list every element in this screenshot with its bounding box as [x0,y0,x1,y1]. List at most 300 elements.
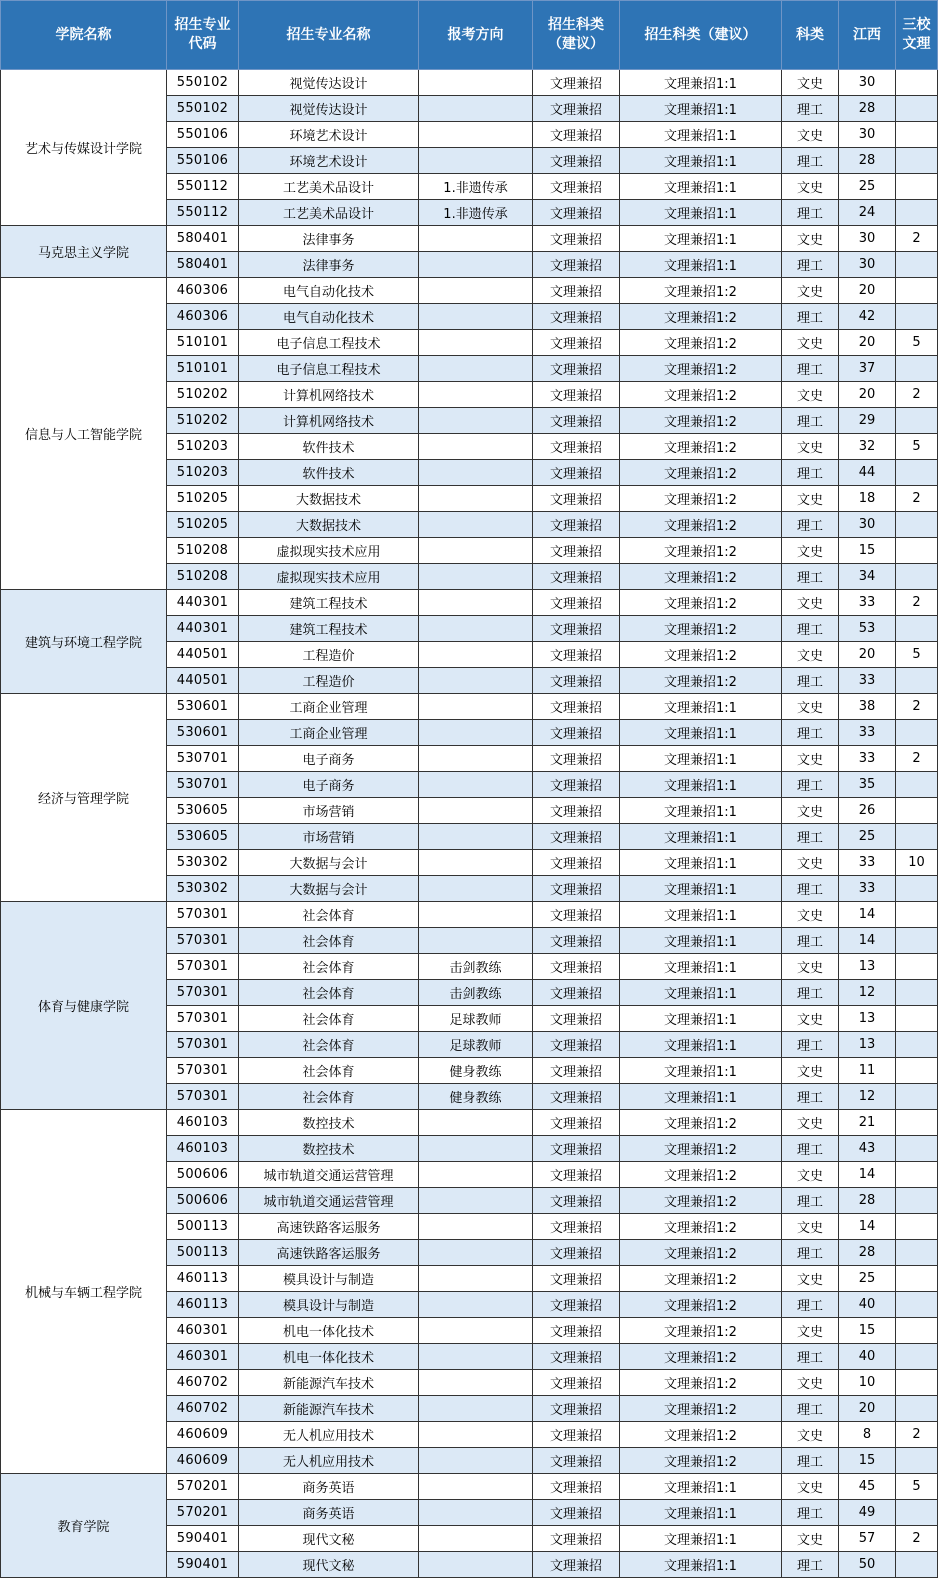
major-code: 530302 [167,876,239,902]
three-school-quota [896,1396,938,1422]
category-ratio: 文理兼招1:1 [620,252,782,278]
category-ratio: 文理兼招1:2 [620,1318,782,1344]
category-ratio: 文理兼招1:2 [620,1396,782,1422]
subject: 文史 [782,590,839,616]
major-name: 社会体育 [239,1032,419,1058]
category: 文理兼招 [533,486,620,512]
direction [419,1344,533,1370]
jiangxi-quota: 40 [839,1292,896,1318]
jiangxi-quota: 33 [839,876,896,902]
major-code: 500606 [167,1188,239,1214]
category: 文理兼招 [533,1266,620,1292]
major-code: 570301 [167,902,239,928]
direction [419,720,533,746]
major-name: 社会体育 [239,902,419,928]
subject: 文史 [782,1110,839,1136]
three-school-quota: 2 [896,1526,938,1552]
subject: 理工 [782,564,839,590]
major-name: 工商企业管理 [239,694,419,720]
direction: 足球教师 [419,1006,533,1032]
jiangxi-quota: 25 [839,1266,896,1292]
direction [419,1526,533,1552]
direction [419,772,533,798]
jiangxi-quota: 33 [839,850,896,876]
major-name: 数控技术 [239,1136,419,1162]
major-code: 570301 [167,980,239,1006]
category: 文理兼招 [533,746,620,772]
category-ratio: 文理兼招1:2 [620,642,782,668]
major-code: 510208 [167,538,239,564]
three-school-quota: 2 [896,746,938,772]
major-name: 机电一体化技术 [239,1318,419,1344]
major-code: 530701 [167,772,239,798]
college-name: 建筑与环境工程学院 [1,590,167,694]
three-school-quota [896,356,938,382]
three-school-quota [896,538,938,564]
category-ratio: 文理兼招1:1 [620,174,782,200]
three-school-quota: 2 [896,590,938,616]
category: 文理兼招 [533,876,620,902]
category: 文理兼招 [533,1318,620,1344]
major-code: 500113 [167,1240,239,1266]
category-ratio: 文理兼招1:1 [620,226,782,252]
direction [419,1422,533,1448]
category: 文理兼招 [533,512,620,538]
category-ratio: 文理兼招1:2 [620,1292,782,1318]
subject: 文史 [782,1370,839,1396]
jiangxi-quota: 13 [839,1032,896,1058]
major-code: 440501 [167,642,239,668]
jiangxi-quota: 28 [839,96,896,122]
category: 文理兼招 [533,1422,620,1448]
direction [419,694,533,720]
major-name: 城市轨道交通运营管理 [239,1188,419,1214]
major-code: 500113 [167,1214,239,1240]
direction [419,1136,533,1162]
subject: 文史 [782,798,839,824]
three-school-quota [896,70,938,96]
subject: 文史 [782,642,839,668]
college-name: 教育学院 [1,1474,167,1578]
jiangxi-quota: 14 [839,1162,896,1188]
major-name: 无人机应用技术 [239,1448,419,1474]
category: 文理兼招 [533,1240,620,1266]
category-ratio: 文理兼招1:1 [620,122,782,148]
direction [419,928,533,954]
major-code: 460113 [167,1266,239,1292]
three-school-quota [896,1110,938,1136]
category-ratio: 文理兼招1:2 [620,590,782,616]
category-ratio: 文理兼招1:1 [620,1006,782,1032]
major-name: 数控技术 [239,1110,419,1136]
table-row [1,902,938,928]
subject: 理工 [782,1032,839,1058]
three-school-quota: 5 [896,330,938,356]
category: 文理兼招 [533,1500,620,1526]
college-name: 艺术与传媒设计学院 [1,70,167,226]
category: 文理兼招 [533,642,620,668]
jiangxi-quota: 29 [839,408,896,434]
three-school-quota [896,1448,938,1474]
category-ratio: 文理兼招1:1 [620,902,782,928]
major-code: 510205 [167,486,239,512]
major-name: 软件技术 [239,434,419,460]
major-code: 460609 [167,1422,239,1448]
major-code: 550112 [167,200,239,226]
category-ratio: 文理兼招1:2 [620,278,782,304]
three-school-quota [896,1162,938,1188]
jiangxi-quota: 14 [839,902,896,928]
category-ratio: 文理兼招1:2 [620,1188,782,1214]
category: 文理兼招 [533,616,620,642]
category-ratio: 文理兼招1:1 [620,1032,782,1058]
category-ratio: 文理兼招1:2 [620,616,782,642]
header-category: 招生科类（建议） [533,1,620,70]
direction [419,902,533,928]
direction [419,226,533,252]
major-code: 510203 [167,460,239,486]
category: 文理兼招 [533,1032,620,1058]
subject: 理工 [782,668,839,694]
jiangxi-quota: 32 [839,434,896,460]
major-code: 580401 [167,226,239,252]
direction [419,1188,533,1214]
category: 文理兼招 [533,564,620,590]
major-name: 大数据技术 [239,486,419,512]
direction [419,1500,533,1526]
category-ratio: 文理兼招1:1 [620,876,782,902]
jiangxi-quota: 20 [839,1396,896,1422]
category: 文理兼招 [533,174,620,200]
table-row [1,278,938,304]
jiangxi-quota: 24 [839,200,896,226]
major-name: 工商企业管理 [239,720,419,746]
major-code: 440301 [167,616,239,642]
three-school-quota [896,928,938,954]
subject: 理工 [782,96,839,122]
three-school-quota [896,1084,938,1110]
three-school-quota [896,1058,938,1084]
jiangxi-quota: 20 [839,382,896,408]
category-ratio: 文理兼招1:1 [620,148,782,174]
category-ratio: 文理兼招1:1 [620,980,782,1006]
subject: 文史 [782,1318,839,1344]
major-code: 550106 [167,122,239,148]
jiangxi-quota: 14 [839,928,896,954]
major-code: 530302 [167,850,239,876]
major-name: 社会体育 [239,928,419,954]
jiangxi-quota: 28 [839,148,896,174]
jiangxi-quota: 13 [839,954,896,980]
category-ratio: 文理兼招1:1 [620,200,782,226]
category-ratio: 文理兼招1:1 [620,694,782,720]
college-name: 机械与车辆工程学院 [1,1110,167,1474]
three-school-quota [896,772,938,798]
major-code: 570301 [167,1084,239,1110]
subject: 文史 [782,1162,839,1188]
category: 文理兼招 [533,460,620,486]
major-name: 建筑工程技术 [239,590,419,616]
subject: 理工 [782,200,839,226]
major-code: 460306 [167,304,239,330]
subject: 文史 [782,1058,839,1084]
major-name: 环境艺术设计 [239,122,419,148]
category-ratio: 文理兼招1:2 [620,460,782,486]
category: 文理兼招 [533,1162,620,1188]
jiangxi-quota: 42 [839,304,896,330]
category-ratio: 文理兼招1:1 [620,720,782,746]
major-name: 计算机网络技术 [239,382,419,408]
three-school-quota: 5 [896,1474,938,1500]
category-ratio: 文理兼招1:2 [620,564,782,590]
direction [419,876,533,902]
major-code: 460103 [167,1110,239,1136]
major-name: 电气自动化技术 [239,278,419,304]
category-ratio: 文理兼招1:1 [620,1526,782,1552]
category-ratio: 文理兼招1:1 [620,70,782,96]
category-ratio: 文理兼招1:2 [620,382,782,408]
major-name: 新能源汽车技术 [239,1370,419,1396]
major-name: 大数据与会计 [239,876,419,902]
subject: 理工 [782,1396,839,1422]
category: 文理兼招 [533,1344,620,1370]
major-name: 新能源汽车技术 [239,1396,419,1422]
category-ratio: 文理兼招1:1 [620,772,782,798]
direction [419,252,533,278]
subject: 文史 [782,746,839,772]
direction [419,70,533,96]
jiangxi-quota: 45 [839,1474,896,1500]
major-name: 法律事务 [239,226,419,252]
table-row [1,70,938,96]
category: 文理兼招 [533,434,620,460]
major-name: 商务英语 [239,1474,419,1500]
direction [419,1162,533,1188]
major-name: 电气自动化技术 [239,304,419,330]
category-ratio: 文理兼招1:2 [620,408,782,434]
jiangxi-quota: 53 [839,616,896,642]
major-name: 电子信息工程技术 [239,356,419,382]
jiangxi-quota: 25 [839,174,896,200]
major-code: 550112 [167,174,239,200]
three-school-quota [896,122,938,148]
category: 文理兼招 [533,1448,620,1474]
category-ratio: 文理兼招1:2 [620,304,782,330]
major-code: 460103 [167,1136,239,1162]
category-ratio: 文理兼招1:2 [620,1344,782,1370]
major-name: 社会体育 [239,954,419,980]
subject: 文史 [782,694,839,720]
three-school-quota [896,954,938,980]
category-ratio: 文理兼招1:2 [620,434,782,460]
three-school-quota [896,902,938,928]
major-code: 580401 [167,252,239,278]
category: 文理兼招 [533,1474,620,1500]
major-code: 550102 [167,70,239,96]
category: 文理兼招 [533,1006,620,1032]
direction [419,746,533,772]
direction: 1.非遗传承 [419,200,533,226]
header-subject: 科类 [782,1,839,70]
category: 文理兼招 [533,148,620,174]
jiangxi-quota: 50 [839,1552,896,1578]
major-name: 机电一体化技术 [239,1344,419,1370]
college-name: 马克思主义学院 [1,226,167,278]
direction [419,434,533,460]
direction [419,122,533,148]
category: 文理兼招 [533,824,620,850]
direction: 击剑教练 [419,954,533,980]
header-major-code: 招生专业代码 [167,1,239,70]
three-school-quota [896,720,938,746]
major-name: 视觉传达设计 [239,96,419,122]
major-name: 社会体育 [239,980,419,1006]
category-ratio: 文理兼招1:2 [620,486,782,512]
subject: 理工 [782,512,839,538]
major-name: 高速铁路客运服务 [239,1240,419,1266]
jiangxi-quota: 20 [839,278,896,304]
direction [419,642,533,668]
subject: 理工 [782,148,839,174]
jiangxi-quota: 18 [839,486,896,512]
jiangxi-quota: 13 [839,1006,896,1032]
three-school-quota [896,200,938,226]
category: 文理兼招 [533,980,620,1006]
direction: 1.非遗传承 [419,174,533,200]
subject: 文史 [782,174,839,200]
major-name: 法律事务 [239,252,419,278]
header-jiangxi: 江西 [839,1,896,70]
category: 文理兼招 [533,1084,620,1110]
category: 文理兼招 [533,278,620,304]
major-code: 460301 [167,1318,239,1344]
three-school-quota [896,148,938,174]
three-school-quota [896,1240,938,1266]
subject: 文史 [782,1006,839,1032]
direction [419,1240,533,1266]
category: 文理兼招 [533,70,620,96]
category-ratio: 文理兼招1:1 [620,1552,782,1578]
category-ratio: 文理兼招1:2 [620,538,782,564]
direction [419,1318,533,1344]
major-name: 社会体育 [239,1006,419,1032]
three-school-quota [896,1318,938,1344]
major-name: 市场营销 [239,798,419,824]
major-name: 市场营销 [239,824,419,850]
major-name: 计算机网络技术 [239,408,419,434]
three-school-quota [896,1006,938,1032]
category-ratio: 文理兼招1:2 [620,1162,782,1188]
header-category-ratio: 招生科类（建议） [620,1,782,70]
major-name: 电子商务 [239,772,419,798]
jiangxi-quota: 30 [839,226,896,252]
jiangxi-quota: 10 [839,1370,896,1396]
category-ratio: 文理兼招1:2 [620,1422,782,1448]
major-name: 工艺美术品设计 [239,174,419,200]
major-code: 530601 [167,720,239,746]
category: 文理兼招 [533,538,620,564]
major-code: 550102 [167,96,239,122]
jiangxi-quota: 30 [839,70,896,96]
category: 文理兼招 [533,1110,620,1136]
category-ratio: 文理兼招1:1 [620,96,782,122]
three-school-quota [896,1266,938,1292]
major-name: 工程造价 [239,668,419,694]
major-code: 460609 [167,1448,239,1474]
subject: 理工 [782,1240,839,1266]
header-three-school: 三校文理 [896,1,938,70]
major-name: 软件技术 [239,460,419,486]
direction [419,798,533,824]
major-name: 模具设计与制造 [239,1266,419,1292]
college-name: 经济与管理学院 [1,694,167,902]
header-row [1,1,938,70]
category: 文理兼招 [533,122,620,148]
major-code: 570201 [167,1500,239,1526]
major-code: 530701 [167,746,239,772]
category-ratio: 文理兼招1:2 [620,356,782,382]
category: 文理兼招 [533,850,620,876]
direction [419,1266,533,1292]
subject: 文史 [782,902,839,928]
category-ratio: 文理兼招1:1 [620,1058,782,1084]
category: 文理兼招 [533,1370,620,1396]
jiangxi-quota: 33 [839,746,896,772]
major-code: 570201 [167,1474,239,1500]
table-row [1,590,938,616]
category-ratio: 文理兼招1:1 [620,1500,782,1526]
subject: 理工 [782,876,839,902]
three-school-quota [896,616,938,642]
jiangxi-quota: 28 [839,1188,896,1214]
three-school-quota: 2 [896,694,938,720]
major-code: 510101 [167,330,239,356]
category-ratio: 文理兼招1:2 [620,1448,782,1474]
three-school-quota [896,1500,938,1526]
college-name: 体育与健康学院 [1,902,167,1110]
jiangxi-quota: 40 [839,1344,896,1370]
three-school-quota [896,278,938,304]
category: 文理兼招 [533,772,620,798]
direction: 健身教练 [419,1084,533,1110]
category: 文理兼招 [533,382,620,408]
category: 文理兼招 [533,304,620,330]
direction [419,850,533,876]
category-ratio: 文理兼招1:1 [620,746,782,772]
jiangxi-quota: 37 [839,356,896,382]
subject: 理工 [782,252,839,278]
jiangxi-quota: 26 [839,798,896,824]
major-code: 460301 [167,1344,239,1370]
subject: 理工 [782,1552,839,1578]
three-school-quota [896,1292,938,1318]
header-direction: 报考方向 [419,1,533,70]
category: 文理兼招 [533,1552,620,1578]
subject: 理工 [782,304,839,330]
table-row [1,694,938,720]
subject: 文史 [782,382,839,408]
three-school-quota [896,798,938,824]
category-ratio: 文理兼招1:1 [620,850,782,876]
jiangxi-quota: 35 [839,772,896,798]
three-school-quota [896,668,938,694]
direction [419,1292,533,1318]
jiangxi-quota: 28 [839,1240,896,1266]
three-school-quota [896,1344,938,1370]
jiangxi-quota: 20 [839,330,896,356]
jiangxi-quota: 11 [839,1058,896,1084]
three-school-quota [896,174,938,200]
